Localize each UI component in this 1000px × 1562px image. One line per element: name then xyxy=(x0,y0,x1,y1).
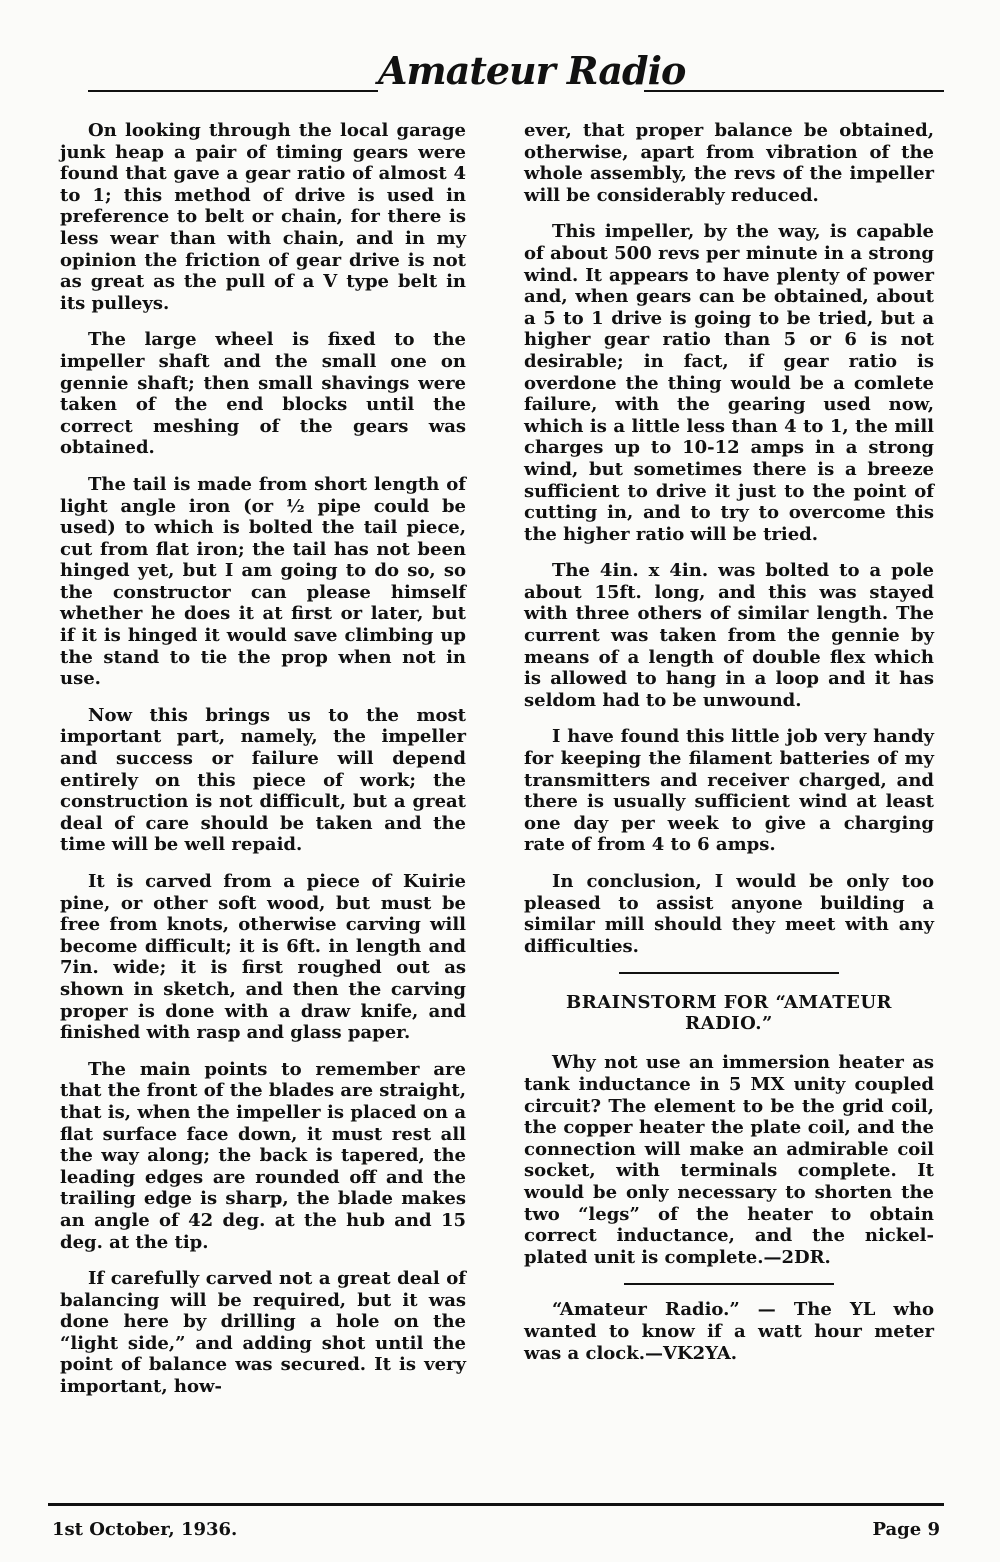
paragraph: If carefully carved not a great deal of balancing will be required, but it was done here by drilling a hole on the “light side,” and adding shot until the point of balance was secured. It is very important, how- xyxy=(60,1268,466,1398)
paragraph: “Amateur Radio.” — The YL who wanted to know if a watt hour meter was a clock.—VK2YA. xyxy=(524,1299,934,1364)
paragraph: The large wheel is fixed to the impeller shaft and the small one on gennie shaft; then small shavings were taken of the end blocks until the correct meshing of the gears was obtained. xyxy=(60,329,466,459)
header-rule-left xyxy=(88,90,378,92)
paragraph: The tail is made from short length of light angle iron (or ½ pipe could be used) to which is bolted the tail piece, cut from flat iron; the tail has not been hinged yet, but I am going to do so, so the constructor can please himself whether he does it at first or later, but if it is hinged it would save climbing up the stand to tie the prop when not in use. xyxy=(60,473,466,690)
text-run: namely, the impeller and success or failure will depend entirely on this piece of work; the construction is not difficult, but a great deal of care should be taken and the time will be well repaid. xyxy=(60,726,466,856)
right-column xyxy=(524,120,934,1379)
section-heading: BRAINSTORM FOR “AMATEUR RADIO.” xyxy=(566,992,892,1035)
paragraph: The main points to remember are that the front of the blades are straight, that is, when the impeller is placed on a flat surface face down, it must rest all the way along; the back is tapered, the leading edges are rounded off and the trailing edge is sharp, the blade makes an angle of 42 deg. at the hub and 15 deg. at the tip. xyxy=(60,1058,466,1253)
section-divider xyxy=(619,972,839,974)
paragraph: This impeller, by the way, is capable of about 500 revs per minute in a strong wind. It appears to have plenty of power and, when gears can be obtained, about a 5 to 1 drive is going to be tried, but a higher gear ratio than 5 or 6 is not desirable; in fact, if gear ratio is overdone the thing would be a comlete failure, with the gearing used now, which is a little less than 4 to 1, the mill charges up to 10-12 amps in a strong wind, but sometimes there is a breeze sufficient to drive it just to the point of cutting in, and to try to overcome this the higher ratio will be tried. xyxy=(524,221,934,545)
masthead-title: Amateur Radio xyxy=(378,48,686,93)
header-rule-right xyxy=(644,90,944,92)
paragraph: I have found this little job very handy for keeping the filament batteries of my transmitters and receiver charged, and there is usually sufficient wind at least one day per week to give a charging rate of from 4 to 6 amps. xyxy=(524,726,934,856)
paragraph: It is carved from a piece of Kuirie pine, or other soft wood, but must be free from knots, otherwise carving will become difficult; it is 6ft. in length and 7in. wide; it is first roughed out as shown in sketch, and then the carving proper is done with a draw knife, and finished with rasp and glass paper. xyxy=(60,871,466,1044)
page-header xyxy=(88,48,944,112)
paragraph-continued: ever, that proper balance be obtained, otherwise, apart from vibration of the whole assembly, the revs of the impeller will be considerably reduced. xyxy=(524,120,934,206)
page-number: Page 9 xyxy=(872,1519,940,1540)
paragraph xyxy=(60,705,466,856)
paragraph: In conclusion, I would be only too pleased to assist anyone building a similar mill should they meet with any difficulties. xyxy=(524,871,934,957)
footer-rule xyxy=(48,1503,944,1506)
text-run: Now this brings us to the most xyxy=(88,704,466,726)
emphasis-text: important part, xyxy=(60,726,226,748)
paragraph: On looking through the local garage junk heap a pair of timing gears were found that gave a gear ratio of almost 4 to 1; this method of drive is used in preference to belt or chain, for there is less wear than with chain, and in my opinion the friction of gear drive is not as great as the pull of a V type belt in its pulleys. xyxy=(60,120,466,314)
section-divider xyxy=(624,1283,834,1285)
left-column xyxy=(60,120,466,1413)
paragraph: Why not use an immersion heater as tank inductance in 5 MX unity coupled circuit? The element to be the grid coil, the copper heater the plate coil, and the connection will make an admirable coil socket, with terminals complete. It would be only necessary to shorten the two “legs” of the heater to obtain correct inductance, and the nickel-plated unit is complete.—2DR. xyxy=(524,1052,934,1268)
paragraph: The 4in. x 4in. was bolted to a pole about 15ft. long, and this was stayed with three others of similar length. The current was taken from the gennie by means of a length of double flex which is allowed to hang in a loop and it has seldom had to be unwound. xyxy=(524,560,934,711)
footer-date: 1st October, 1936. xyxy=(52,1519,238,1540)
